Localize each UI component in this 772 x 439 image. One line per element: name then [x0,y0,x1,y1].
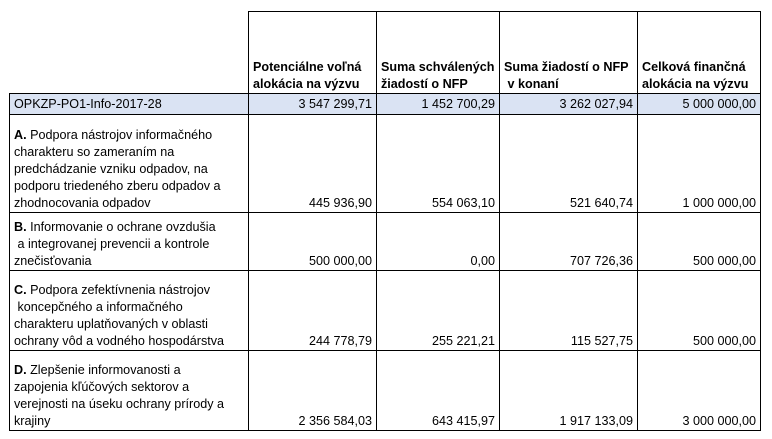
row-d-pending: 1 917 133,09 [500,351,638,431]
row-c-approved: 255 221,21 [377,271,500,351]
table-row [10,213,761,271]
table-row [10,115,761,213]
row-label-b: B. Informovanie o ochrane ovzdušia a integrovanej prevencii a kontrole znečisťovania [10,213,249,271]
row-d-available: 2 356 584,03 [249,351,377,431]
header-approved-sum: Suma schválených žiadostí o NFP [377,12,500,94]
row-a-pending: 521 640,74 [500,115,638,213]
row-c-pending: 115 527,75 [500,271,638,351]
call-available-value: 3 547 299,71 [249,94,377,115]
row-letter: C. [14,283,27,297]
call-row [10,94,761,115]
row-b-total: 500 000,00 [638,213,761,271]
header-available-allocation: Potenciálne voľná alokácia na výzvu [249,12,377,94]
header-pending-sum: Suma žiadostí o NFP v konaní [500,12,638,94]
row-c-available: 244 778,79 [249,271,377,351]
row-letter: B. [14,220,27,234]
table-row [10,351,761,431]
row-a-approved: 554 063,10 [377,115,500,213]
row-label-a: A. Podpora nástrojov informačného charakteru so zameraním na predchádzanie vzniku odpadov, na podporu triedeného zberu odpadov a zhodnocovania odpadov [10,115,249,213]
header-row [10,12,761,94]
row-d-approved: 643 415,97 [377,351,500,431]
row-b-available: 500 000,00 [249,213,377,271]
call-total-value: 5 000 000,00 [638,94,761,115]
row-a-total: 1 000 000,00 [638,115,761,213]
row-letter: D. [14,363,27,377]
row-label-c: C. Podpora zefektívnenia nástrojov koncepčného a informačného charakteru uplatňovaných v oblasti ochrany vôd a vodného hospodárstva [10,271,249,351]
header-total-allocation: Celková finančná alokácia na výzvu [638,12,761,94]
row-letter: A. [14,128,27,142]
row-c-total: 500 000,00 [638,271,761,351]
row-d-total: 3 000 000,00 [638,351,761,431]
row-b-approved: 0,00 [377,213,500,271]
call-name: OPKZP-PO1-Info-2017-28 [10,94,249,115]
row-a-available: 445 936,90 [249,115,377,213]
call-pending-value: 3 262 027,94 [500,94,638,115]
allocation-table [9,11,761,431]
table-row [10,271,761,351]
empty-corner-cell [10,12,249,94]
row-label-d: D. Zlepšenie informovanosti a zapojenia kľúčových sektorov a verejnosti na úseku ochrany prírody a krajiny [10,351,249,431]
call-approved-value: 1 452 700,29 [377,94,500,115]
row-b-pending: 707 726,36 [500,213,638,271]
